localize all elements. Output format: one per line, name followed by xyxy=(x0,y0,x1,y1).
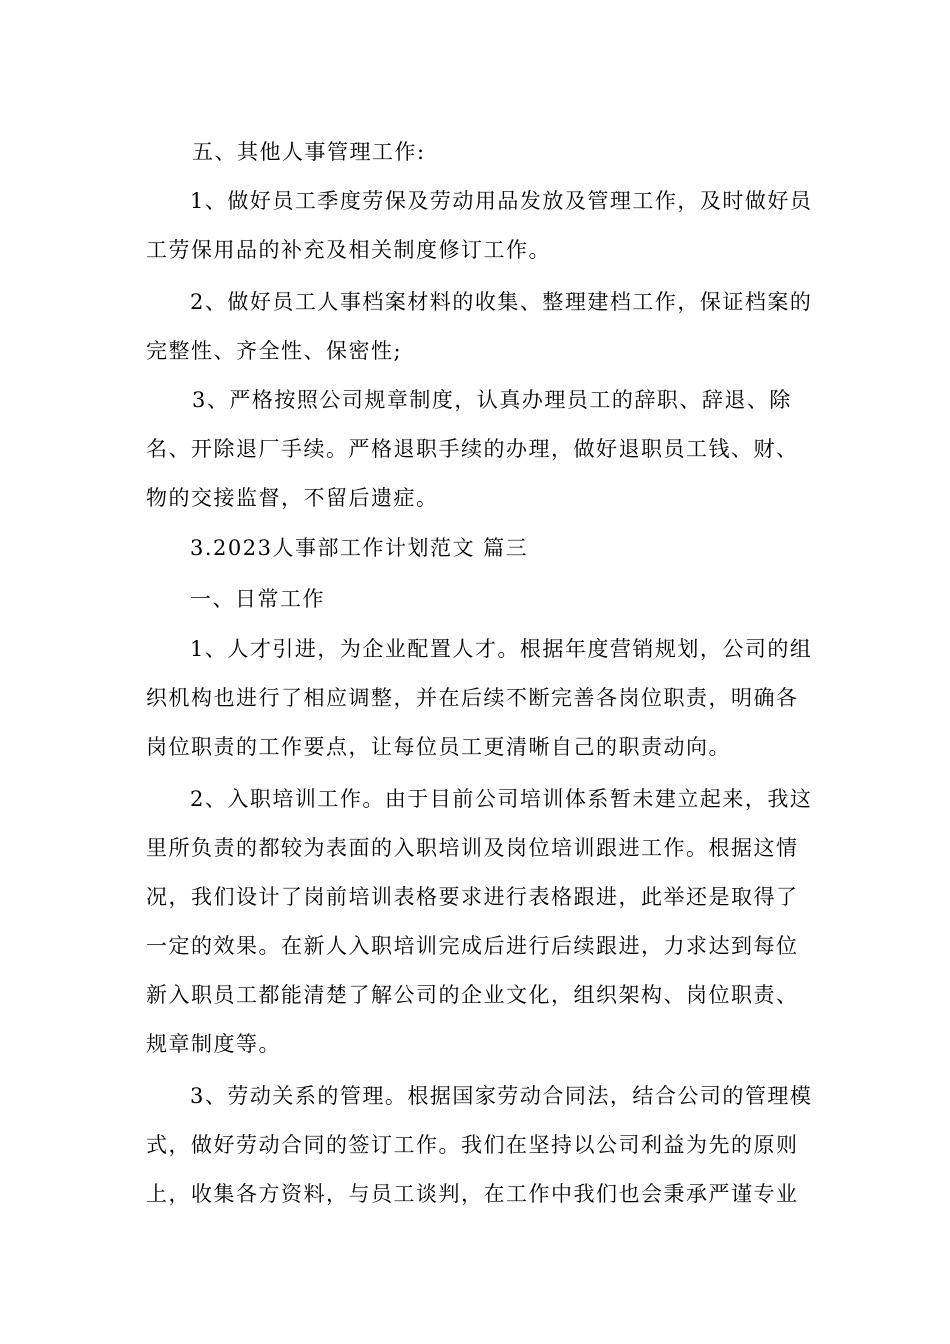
text-line: 式，做好劳动合同的签订工作。我们在坚持以公司利益为先的原则 xyxy=(146,1133,799,1157)
text-line: 物的交接监督，不留后遗症。 xyxy=(146,486,439,510)
text-line: 工劳保用品的补充及相关制度修订工作。 xyxy=(146,238,551,262)
text-line: 1、人才引进，为企业配置人才。根据年度营销规划，公司的组 xyxy=(190,637,813,661)
text-line: 2、入职培训工作。由于目前公司培训体系暂未建立起来，我这 xyxy=(190,787,813,811)
text-line: 岗位职责的工作要点，让每位员工更清晰自己的职责动向。 xyxy=(146,735,731,759)
text-line: 1、做好员工季度劳保及劳动用品发放及管理工作，及时做好员 xyxy=(190,189,813,213)
text-line: 完整性、齐全性、保密性; xyxy=(146,339,403,363)
text-line: 3、劳动关系的管理。根据国家劳动合同法，结合公司的管理模 xyxy=(190,1084,813,1108)
text-line: 一定的效果。在新人入职培训完成后进行后续跟进，力求达到每位 xyxy=(146,934,799,958)
text-line: 新入职员工都能清楚了解公司的企业文化，组织架构、岗位职责、 xyxy=(146,983,799,1007)
text-line: 里所负责的都较为表面的入职培训及岗位培训跟进工作。根据这情 xyxy=(146,836,799,860)
text-line: 织机构也进行了相应调整，并在后续不断完善各岗位职责，明确各 xyxy=(146,686,799,710)
section-heading: 一、日常工作 xyxy=(190,587,325,611)
text-line: 3、严格按照公司规章制度，认真办理员工的辞职、辞退、除 xyxy=(192,388,792,412)
text-line: 名、开除退厂手续。严格退职手续的办理，做好退职员工钱、财、 xyxy=(146,437,799,461)
text-line: 五、其他人事管理工作: xyxy=(192,140,426,164)
text-line: 上，收集各方资料，与员工谈判，在工作中我们也会秉承严谨专业 xyxy=(146,1182,799,1206)
section-heading: 3.2023人事部工作计划范文 篇三 xyxy=(190,536,529,560)
text-line: 2、做好员工人事档案材料的收集、整理建档工作，保证档案的 xyxy=(190,290,813,314)
text-line: 规章制度等。 xyxy=(146,1032,281,1056)
text-line: 况，我们设计了岗前培训表格要求进行表格跟进，此举还是取得了 xyxy=(146,885,799,909)
